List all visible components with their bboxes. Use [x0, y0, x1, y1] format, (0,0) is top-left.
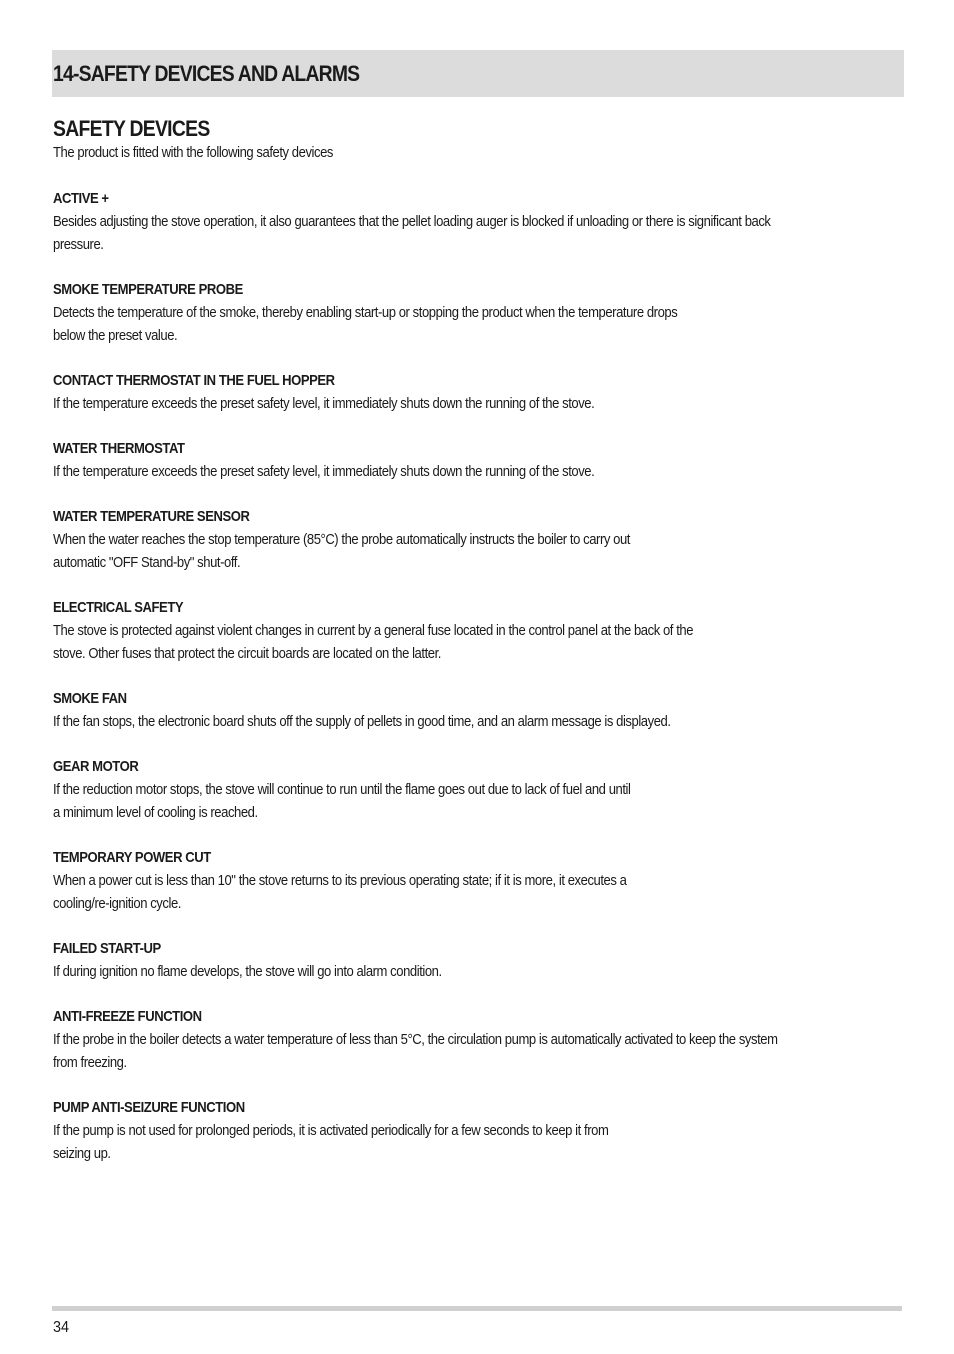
item-body: If the temperature exceeds the preset safety level, it immediately shuts down the running of the stove.	[53, 463, 595, 480]
item-heading: SMOKE TEMPERATURE PROBE	[53, 281, 243, 298]
safety-item-pump-anti-seizure	[53, 1097, 906, 1165]
chapter-title: 14-SAFETY DEVICES AND ALARMS	[53, 61, 360, 86]
item-heading: TEMPORARY POWER CUT	[53, 849, 211, 866]
item-body: Besides adjusting the stove operation, it also guarantees that the pellet loading auger is blocked if unloading or there is significant back pressure.	[53, 213, 771, 253]
safety-item-contact-thermostat	[53, 370, 906, 415]
item-body: If the pump is not used for prolonged periods, it is activated periodically for a few seconds to keep it from seizing up.	[53, 1122, 609, 1162]
safety-item-smoke-fan	[53, 688, 906, 733]
item-heading: PUMP ANTI-SEIZURE FUNCTION	[53, 1099, 245, 1116]
item-body: When a power cut is less than 10" the stove returns to its previous operating state; if it is more, it executes a cooling/re-ignition cycle.	[53, 872, 627, 912]
item-body: If the reduction motor stops, the stove will continue to run until the flame goes out due to lack of fuel and until a minimum level of cooling is reached.	[53, 781, 631, 821]
item-heading: ELECTRICAL SAFETY	[53, 599, 184, 616]
safety-item-anti-freeze	[53, 1006, 906, 1074]
item-body: When the water reaches the stop temperature (85°C) the probe automatically instructs the boiler to carry out automatic "OFF Stand-by" shut-off.	[53, 531, 630, 571]
safety-item-failed-start-up	[53, 938, 906, 983]
safety-item-smoke-temperature-probe	[53, 279, 906, 347]
item-body: If during ignition no flame develops, the stove will go into alarm condition.	[53, 963, 442, 980]
item-body: If the fan stops, the electronic board shuts off the supply of pellets in good time, and an alarm message is displayed.	[53, 713, 671, 730]
item-heading: WATER TEMPERATURE SENSOR	[53, 508, 250, 525]
item-body: The stove is protected against violent changes in current by a general fuse located in the control panel at the back of the stove. Other fuses that protect the circuit boards are located on the latter.	[53, 622, 694, 662]
safety-item-water-thermostat	[53, 438, 906, 483]
section-title: SAFETY DEVICES	[53, 116, 210, 141]
item-body: If the temperature exceeds the preset safety level, it immediately shuts down the running of the stove.	[53, 395, 595, 412]
item-body: If the probe in the boiler detects a water temperature of less than 5°C, the circulation pump is automatically activated to keep the system from freezing.	[53, 1031, 778, 1071]
item-heading: FAILED START-UP	[53, 940, 161, 957]
item-heading: SMOKE FAN	[53, 690, 127, 707]
footer-divider	[52, 1306, 902, 1311]
page-number: 34	[53, 1319, 70, 1336]
item-heading: ANTI-FREEZE FUNCTION	[53, 1008, 202, 1025]
safety-item-electrical-safety	[53, 597, 906, 665]
safety-item-temporary-power-cut	[53, 847, 906, 915]
item-body: Detects the temperature of the smoke, thereby enabling start-up or stopping the product when the temperature drops below the preset value.	[53, 304, 678, 344]
safety-item-gear-motor	[53, 756, 906, 824]
chapter-banner	[52, 50, 904, 97]
section-intro: The product is fitted with the following safety devices	[53, 144, 334, 161]
safety-item-water-temperature-sensor	[53, 506, 906, 574]
item-heading: ACTIVE +	[53, 190, 109, 207]
item-heading: CONTACT THERMOSTAT IN THE FUEL HOPPER	[53, 372, 335, 389]
item-heading: GEAR MOTOR	[53, 758, 139, 775]
safety-item-active-plus	[53, 188, 906, 256]
item-heading: WATER THERMOSTAT	[53, 440, 185, 457]
